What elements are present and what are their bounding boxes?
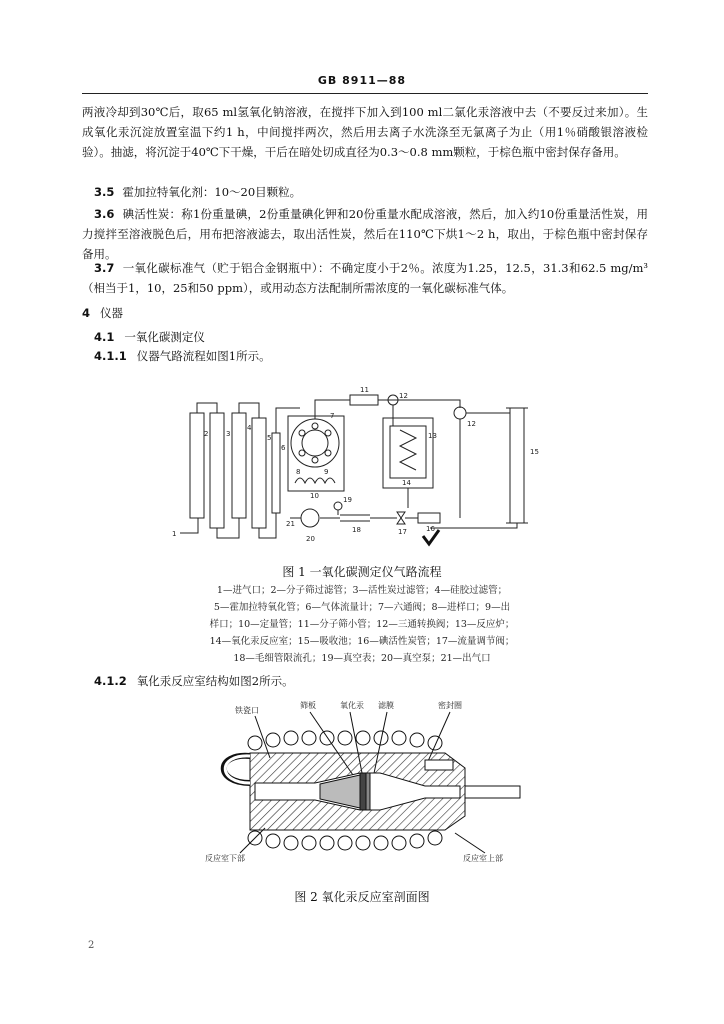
section-title: 一氧化碳测定仪 (124, 330, 205, 344)
label-6: 6 (281, 444, 286, 452)
clause-text: 10～20目颗粒。 (214, 185, 302, 199)
label-1: 1 (172, 530, 177, 538)
label-19: 19 (343, 496, 352, 504)
label-4: 4 (247, 424, 252, 432)
inlet-tube (224, 756, 250, 783)
sample-loop-coil (295, 478, 335, 483)
molecular-sieve-tube (190, 413, 204, 518)
iodine-carbon-tube (418, 513, 440, 523)
clause-3-7 (82, 258, 648, 298)
section-title: 氧化汞反应室结构如图2所示。 (136, 674, 294, 688)
label-21: 21 (286, 520, 295, 528)
figure-2-reactor-cross-section (195, 698, 525, 873)
label-12-right: 12 (467, 420, 476, 428)
label-15: 15 (530, 448, 539, 456)
reactor-coil (400, 430, 416, 470)
label-13: 13 (428, 432, 437, 440)
legend-line: 14—氧化汞反应室；15—吸收池；16—碘活性炭管；17—流量调节阀； (209, 636, 515, 647)
clause-text: （贮于铝合金钢瓶中）：不确定度小于2％。浓度为1.25，12.5，31.3和62.5 mg/m³（相当于1，10，25和50 ppm），或用动态方法配制所需浓度的一氧化碳标准气体。 (82, 261, 649, 295)
section-number: 4.1.2 (94, 674, 127, 688)
absorption-cell (510, 408, 524, 523)
label-sieve-plate: 筛板 (300, 701, 316, 710)
paragraph-text: 两液冷却到30℃后，取65 ml氢氧化钠溶液，在搅拌下加入到100 ml二氯化汞溶液中去（不要反过来加）。生成氧化汞沉淀放置室温下约1 h，中间搅拌两次，然后用去离子水洗涤至无氯离子为止（用1％硝酸银溶液检验）。抽滤，将沉淀于40℃下干燥，干后在暗处切成直径为0.3～0.8 mm颗粒，于棕色瓶中密封保存备用。 (82, 105, 648, 159)
section-title: 仪器气路流程如图1所示。 (136, 349, 271, 363)
vacuum-pump (301, 509, 319, 527)
clause-number: 3.6 (94, 207, 115, 221)
label-7: 7 (330, 412, 335, 420)
clause-number: 3.5 (94, 185, 115, 199)
label-filter-film: 滤膜 (378, 701, 394, 710)
flowmeter (272, 433, 280, 513)
figure-1-caption: 图 1 一氧化碳测定仪气路流程 (282, 565, 442, 579)
label-20: 20 (306, 535, 315, 543)
six-way-valve (291, 419, 339, 467)
clause-label: 碘活性炭： (122, 207, 182, 221)
label-10: 10 (310, 492, 319, 500)
label-3: 3 (226, 430, 231, 438)
page-number: 2 (88, 940, 95, 951)
label-lower-part: 反应室下部 (205, 854, 245, 863)
figure-1-legend (150, 582, 574, 667)
activated-carbon-tube (210, 413, 224, 528)
label-12-top: 12 (399, 392, 408, 400)
vacuum-gauge (334, 502, 342, 510)
filter-film (366, 773, 370, 810)
figure-2-caption: 图 2 氧化汞反应室剖面图 (294, 890, 430, 904)
legend-line: 样口；10—定量管；11—分子筛小管；12—三通转换阀；13—反应炉； (209, 619, 515, 630)
seal-ring (425, 760, 453, 770)
clause-3-6 (82, 204, 648, 264)
clause-label: 霍加拉特氧化剂： (122, 185, 215, 199)
label-upper-part: 反应室上部 (463, 854, 503, 863)
flow-control-valve (397, 512, 405, 524)
label-mercury-oxide: 氧化汞 (340, 701, 364, 710)
sieve-plate (360, 773, 366, 810)
clause-number: 3.7 (94, 261, 115, 275)
legend-line: 5—霍加拉特氧化管；6—气体流量计；7—六通阀；8—进样口；9—出 (213, 602, 511, 613)
label-11: 11 (360, 386, 369, 394)
label-18: 18 (352, 526, 361, 534)
figure-1-gas-flow-diagram (160, 378, 560, 558)
label-sealing-cap: 铁瓷口 (235, 706, 259, 715)
clause-3-5 (82, 182, 648, 202)
section-4-1 (94, 327, 205, 347)
section-title: 仪器 (100, 306, 124, 320)
clause-text: 称1份重量碘，2份重量碘化钾和20份重量水配成溶液，然后，加入约10份重量活性炭，用力搅拌至溶液脱色后，用布把溶液滤去，取出活性炭，然后在110℃下烘1～2 h，取出，于棕色瓶中密封保存备用。 (82, 207, 649, 261)
label-16: 16 (426, 525, 435, 533)
label-2: 2 (204, 430, 209, 438)
label-17: 17 (398, 528, 407, 536)
clause-label: 一氧化碳标准气 (122, 261, 206, 275)
three-way-valve-right (454, 407, 466, 419)
molecular-sieve-small-tube (350, 395, 378, 405)
standard-header: GB 8911—88 (317, 74, 407, 87)
label-5: 5 (267, 434, 272, 442)
outlet-tube (465, 786, 520, 798)
label-8: 8 (296, 468, 301, 476)
legend-line: 18—毛细管限流孔；19—真空表；20—真空泵；21—出气口 (233, 653, 491, 664)
silica-gel-tube (232, 413, 246, 518)
section-4-1-1 (94, 346, 271, 366)
section-number: 4.1.1 (94, 349, 127, 363)
hopcalite-tube (252, 418, 266, 528)
label-9: 9 (324, 468, 329, 476)
legend-line: 1—进气口；2—分子筛过滤管；3—活性炭过滤管；4—硅胶过滤管； (216, 585, 508, 596)
section-4-1-2 (94, 671, 294, 691)
section-number: 4.1 (94, 330, 115, 344)
paragraph-continuation (82, 102, 648, 162)
inlet-pipe (180, 518, 198, 533)
header-rule (82, 93, 648, 94)
label-14: 14 (402, 479, 411, 487)
label-seal-ring: 密封圈 (438, 701, 462, 710)
section-4 (82, 303, 123, 323)
section-number: 4 (82, 306, 91, 320)
